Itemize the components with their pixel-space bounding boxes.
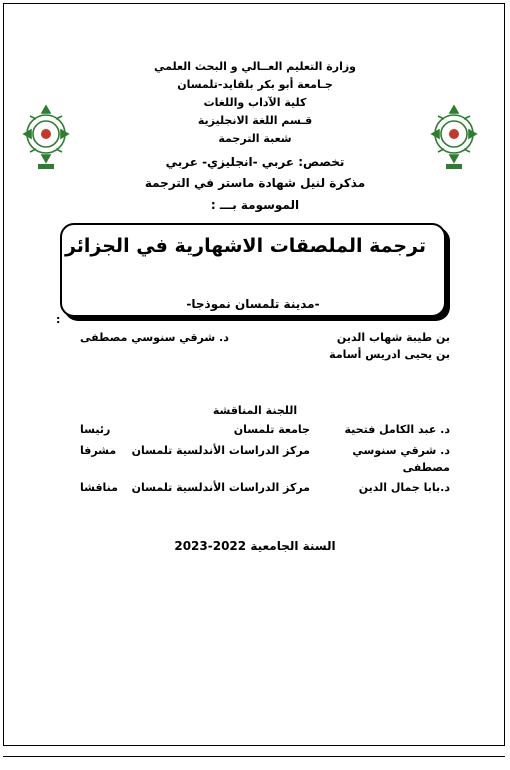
faculty-name: كلية الآداب واللغات	[203, 96, 307, 109]
specialty: تخصص: عربي -انجليزي- عربي	[165, 155, 345, 169]
department-name: قـسم اللغة الانجليزية	[197, 114, 313, 127]
thesis-title: ترجمة الملصقات الاشهارية في الجزائر	[64, 235, 426, 257]
committee-member-name-cont: مصطفى	[402, 461, 450, 474]
committee-member-role: مناقشا	[80, 481, 118, 494]
committee-heading: اللجنة المناقشة	[212, 404, 298, 417]
committee-member-name: د.بابا جمال الدين	[358, 481, 450, 494]
committee-member-institution: مركز الدراسات الأندلسية تلمسان	[131, 481, 310, 494]
titled-label: الموسومة بـــ :	[210, 198, 300, 212]
student-2-name: بن يحيى ادريس أسامة	[329, 348, 450, 361]
thesis-title-box	[60, 223, 446, 317]
footer-rule	[3, 756, 505, 757]
supervisor-name: د. شرقي سنوسي مصطفى	[80, 331, 229, 344]
committee-member-name: د. عبد الكامل فتحية	[344, 423, 450, 436]
ministry-name: وزارة التعليم العــالي و البحث العلمي	[153, 60, 357, 73]
committee-member-name: د. شرقي سنوسي	[352, 444, 450, 457]
committee-member-institution: جامعة تلمسان	[233, 423, 310, 436]
committee-member-role: رئيسا	[80, 423, 111, 436]
authors-label: :	[56, 313, 61, 326]
committee-member-institution: مركز الدراسات الأندلسية تلمسان	[131, 444, 310, 457]
thesis-type: مذكرة لنيل شهادة ماستر في الترجمة	[144, 176, 366, 190]
student-1-name: بن طيبة شهاب الدين	[336, 331, 450, 344]
branch-name: شعبة الترجمة	[218, 132, 292, 145]
thesis-subtitle: -مدينة تلمسان نموذجا-	[186, 297, 320, 311]
committee-member-role: مشرفا	[80, 444, 117, 457]
academic-year: السنة الجامعية 2022-2023	[174, 539, 336, 553]
university-name: جـامعة أبو بكر بلقايد-تلمسان	[177, 78, 333, 91]
